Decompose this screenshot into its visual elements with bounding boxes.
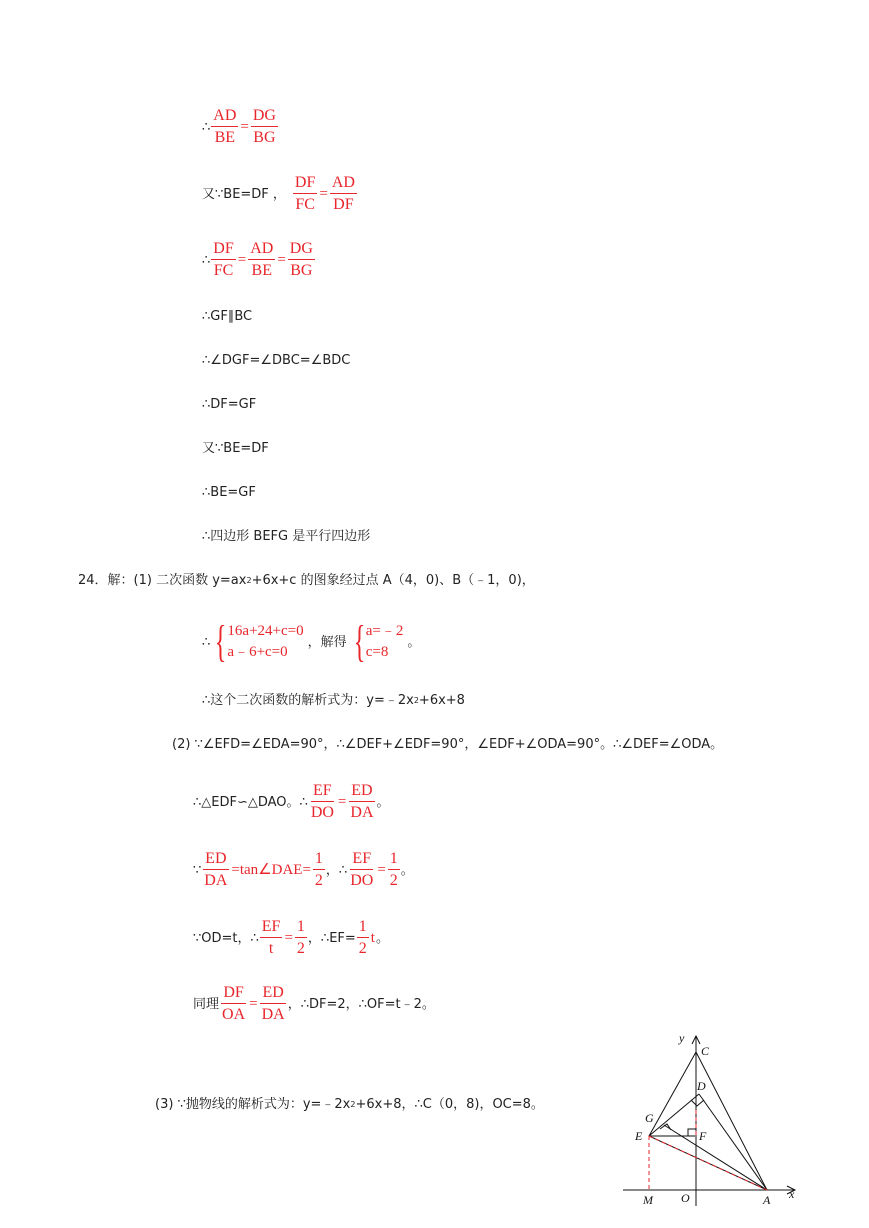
label-O: O	[681, 1191, 690, 1205]
geometry-figure	[615, 1028, 805, 1208]
part-2-tan: ∵ $\frac{ED}{DA}$ =tan∠DAE= $\frac{1}{2}$ ，∴ $\frac{EF}{DO}$ = $\frac{1}{2}$ 。	[193, 850, 414, 889]
line-E-C	[649, 1052, 696, 1136]
fraction: $\frac{EF}{DO}$	[350, 850, 374, 889]
part-3: (3) ∵抛物线的解析式为：y=﹣2x 2 +6x+8，∴C（0，8)，OC=8。	[155, 1097, 544, 1112]
equation-system-2: { a=﹣2 c=8	[353, 617, 404, 666]
question-24-heading: 24．解：(1) 二次函数 y=ax 2 +6x+c 的图象经过点 A（4，0)、B（﹣1，0)，	[78, 573, 535, 588]
label-D: D	[697, 1079, 706, 1093]
fraction: $\frac{1}{2}$	[296, 918, 305, 957]
fraction: $\frac{AD}{BE}$	[213, 107, 237, 146]
fraction: $\frac{EF}{DO}$	[310, 782, 334, 821]
fraction: $\frac{EF}{t}$	[261, 918, 281, 957]
label-E: E	[635, 1129, 643, 1143]
proof-line-9: ∴四边形 BEFG 是平行四边形	[202, 529, 371, 544]
line-D-A	[699, 1094, 767, 1190]
part-2-intro: (2) ∵∠EFD=∠EDA=90°，∴∠DEF+∠EDF=90°，∠EDF+∠ODA=90°。∴∠DEF=∠ODA。	[172, 737, 724, 752]
fraction: $\frac{DF}{FC}$	[213, 240, 234, 279]
label-G: G	[645, 1111, 654, 1125]
fraction: $\frac{DF}{FC}$	[294, 174, 316, 213]
fraction: $\frac{ED}{DA}$	[261, 984, 285, 1023]
proof-line-7: 又∵BE=DF	[202, 441, 269, 456]
fraction: $\frac{AD}{DF}$	[331, 174, 355, 213]
line-C-A	[696, 1052, 767, 1190]
part-2-similarly: 同理 $\frac{DF}{OA}$ = $\frac{ED}{DA}$ ，∴DF=2，∴OF=t﹣2。	[193, 984, 435, 1023]
label-M: M	[643, 1193, 653, 1207]
therefore-symbol: ∴	[202, 119, 211, 135]
label-A: A	[763, 1193, 771, 1207]
proof-line-8: ∴BE=GF	[202, 485, 256, 500]
fraction: $\frac{DG}{BG}$	[252, 107, 276, 146]
equation-systems: ∴ { 16a+24+c=0 a﹣6+c=0 ，解得 { a=﹣2 c=8 。	[202, 617, 421, 666]
proof-line-2: 又∵BE=DF ， $\frac{DF}{FC}$ = $\frac{AD}{DF}$	[202, 174, 355, 213]
function-result: ∴这个二次函数的解析式为：y=﹣2x 2 +6x+8	[202, 693, 465, 708]
proof-line-3: ∴ $\frac{DF}{FC}$ = $\frac{AD}{BE}$ = $\frac{DG}{BG}$	[202, 240, 313, 279]
label-y: y	[679, 1031, 685, 1045]
label-x: x	[789, 1187, 795, 1201]
fraction: $\frac{1}{2}$	[389, 850, 398, 889]
part-2-od: ∵OD=t，∴ $\frac{EF}{t}$ = $\frac{1}{2}$ ，∴EF= $\frac{1}{2}$ t 。	[193, 918, 389, 957]
line-G-A	[664, 1125, 767, 1190]
right-angle-mark-F	[688, 1129, 696, 1136]
part-2-similar: ∴△EDF∽△DAO。∴ $\frac{EF}{DO}$ = $\frac{ED}{DA}$ 。	[193, 782, 390, 821]
label-F: F	[699, 1129, 707, 1143]
fraction: $\frac{ED}{DA}$	[204, 850, 228, 889]
fraction: $\frac{ED}{DA}$	[350, 782, 374, 821]
fraction: $\frac{DG}{BG}$	[289, 240, 313, 279]
fraction: $\frac{1}{2}$	[314, 850, 323, 889]
proof-line-5: ∴∠DGF=∠DBC=∠BDC	[202, 353, 351, 368]
equation-system-1: { 16a+24+c=0 a﹣6+c=0	[215, 617, 304, 666]
right-angle-mark-D	[691, 1100, 704, 1106]
fraction: $\frac{DF}{OA}$	[222, 984, 246, 1023]
proof-line-4: ∴GF∥BC	[202, 309, 253, 324]
fraction: $\frac{AD}{BE}$	[250, 240, 274, 279]
proof-line-6: ∴DF=GF	[202, 397, 257, 412]
proof-line-1: ∴ $\frac{AD}{BE}$ = $\frac{DG}{BG}$	[202, 107, 276, 146]
fraction: $\frac{1}{2}$	[358, 918, 367, 957]
label-C: C	[701, 1044, 710, 1058]
